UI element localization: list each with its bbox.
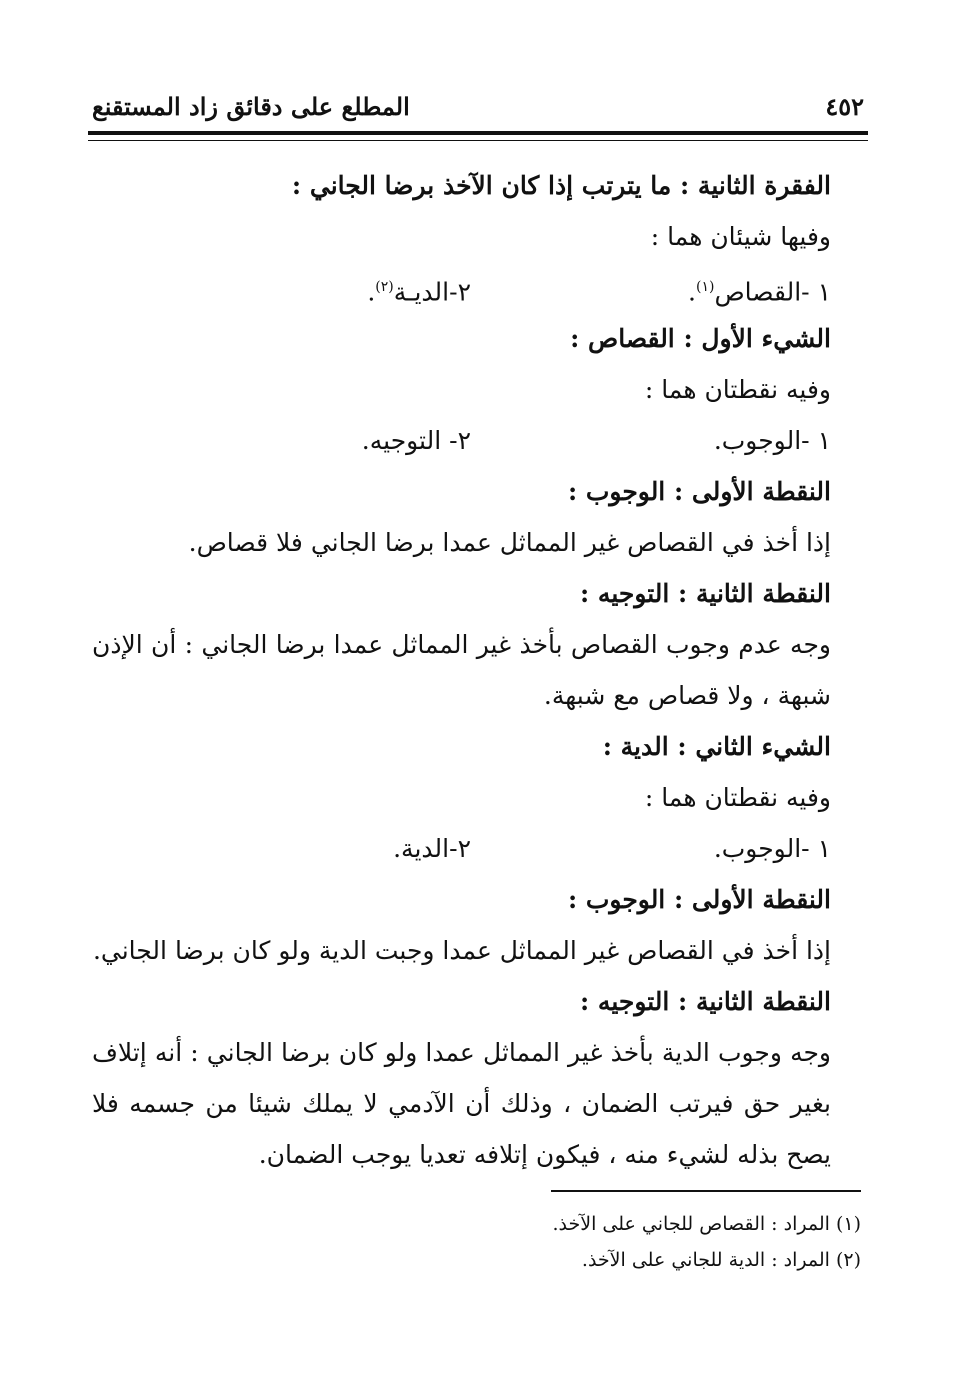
footnote: (٢) المراد : الدية للجاني على الآخذ.: [581, 1249, 861, 1271]
header-rule-thin: [88, 140, 868, 141]
paragraph: وجه وجوب الدية بأخذ غير المماثل عمدا ولو كان برضا الجاني : أنه إتلاف بغير حق فيرتب الضمان ، وذلك أن الآدمي لا يملك شيئا من جسمه فلا يصح بذله لشيء منه ، فيكون إتلافه تعديا يوجب الضمان.: [92, 1038, 831, 1169]
paragraph: إذا أخذ في القصاص غير المماثل عمدا وجبت الدية ولو كان برضا الجاني.: [92, 936, 831, 965]
footnote-ref: (١): [695, 279, 715, 295]
list-item: ٢- التوجيه.: [361, 426, 471, 455]
footnote-ref: (٢): [375, 279, 394, 295]
header-rule-thick: [88, 131, 868, 135]
list-row: [92, 823, 831, 874]
point-heading: النقطة الأولى : الوجوب :: [567, 885, 831, 914]
list-row: [92, 415, 831, 466]
intro-line: وفيه نقطتان هما :: [644, 375, 831, 404]
list-row: [92, 262, 831, 313]
main-text: [92, 160, 831, 1180]
point-heading: النقطة الثانية : التوجيه :: [580, 579, 831, 608]
footnotes: [553, 1206, 861, 1278]
list-item: ١ -القصاص$^{(١)}$.: [688, 277, 831, 307]
intro-line: وفيه نقطتان هما :: [644, 783, 831, 812]
list-item-text: ٢-الديـة: [393, 277, 471, 307]
section-heading: الفقرة الثانية : ما يترتب إذا كان الآخذ برضا الجاني :: [291, 171, 831, 200]
paragraph: إذا أخذ في القصاص غير المماثل عمدا برضا الجاني فلا قصاص.: [188, 528, 831, 557]
footnote: (١) المراد : القصاص للجاني على الآخذ.: [552, 1213, 861, 1235]
list-item: ٢-الدية.: [393, 834, 471, 863]
subsection-heading: الشيء الثاني : الدية :: [602, 732, 831, 761]
book-title: المطلع على دقائق زاد المستقنع: [92, 92, 410, 121]
list-item: ١ -الوجوب.: [713, 834, 831, 863]
running-header: [88, 92, 868, 126]
list-item: ٢-الديـة$^{(٢)}$.: [367, 277, 471, 307]
list-item: ١ -الوجوب.: [713, 426, 831, 455]
point-heading: النقطة الأولى : الوجوب :: [567, 477, 831, 506]
list-item-text: ١ -القصاص: [714, 277, 831, 307]
paragraph: وجه عدم وجوب القصاص بأخذ غير المماثل عمدا برضا الجاني : أن الإذن شبهة ، ولا قصاص مع شبهة.: [92, 630, 831, 710]
page-number: ٤٥٢: [825, 92, 864, 121]
subsection-heading: الشيء الأول : القصاص :: [570, 324, 831, 353]
point-heading: النقطة الثانية : التوجيه :: [580, 987, 831, 1016]
intro-line: وفيها شيئان هما :: [650, 222, 831, 251]
footnote-separator: [551, 1190, 861, 1192]
